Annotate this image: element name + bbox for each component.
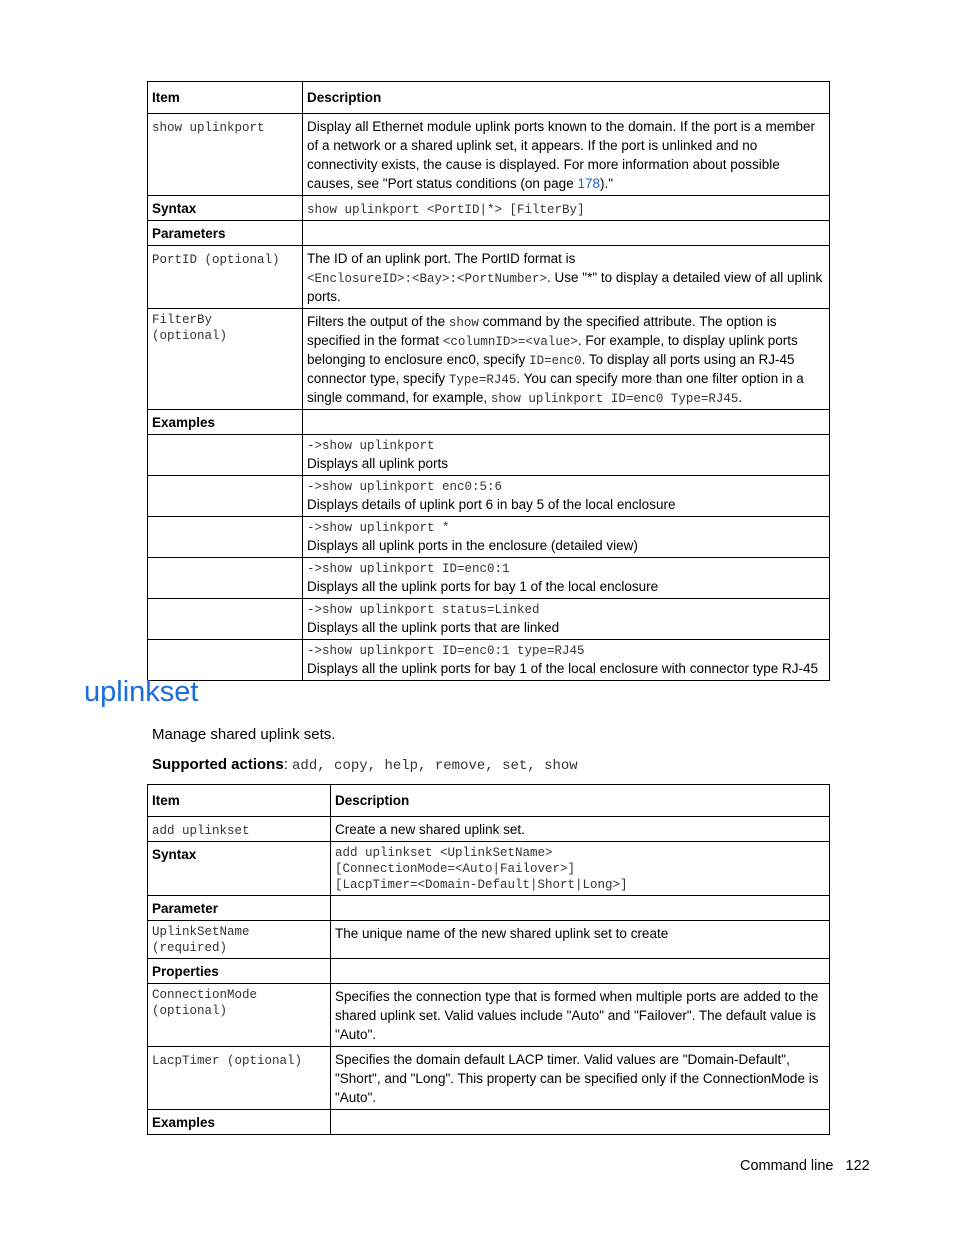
example-cell bbox=[303, 558, 830, 599]
syntax-row bbox=[148, 196, 830, 221]
example-description: Displays all uplink ports bbox=[307, 456, 449, 471]
empty-cell bbox=[303, 410, 830, 435]
description-cell: Specifies the domain default LACP timer. Valid values are "Domain-Default", "Short", and "Long". This property can be specified only if the ConnectionMode is "Auto". bbox=[331, 1047, 830, 1110]
example-description: Displays details of uplink port 6 in bay 5 of the local enclosure bbox=[307, 497, 676, 512]
empty-cell bbox=[148, 517, 303, 558]
table-row bbox=[148, 309, 830, 410]
item-cell bbox=[148, 817, 331, 842]
item-cell bbox=[148, 246, 303, 309]
empty-cell bbox=[148, 435, 303, 476]
header-item: Item bbox=[148, 82, 303, 114]
empty-cell bbox=[331, 896, 830, 921]
command-name: add uplinkset bbox=[152, 824, 250, 838]
description-text: . You can specify more than one filter option in a single command, for example, bbox=[307, 371, 804, 405]
description-text: Filters the output of the bbox=[307, 314, 449, 329]
examples-label: Examples bbox=[148, 410, 303, 435]
description-text: Display all Ethernet module uplink ports known to the domain. If the port is a member of a network or a shared uplink set, it appears. If the port is unlinked and no connectivity exists, the cause is displayed. For more information about possible causes, see "Port status conditions (on page bbox=[307, 119, 816, 191]
code-text: show uplinkport ID=enc0 Type=RJ45 bbox=[490, 392, 739, 406]
header-description: Description bbox=[331, 785, 830, 817]
example-description: Displays all the uplink ports for bay 1 of the local enclosure bbox=[307, 579, 659, 594]
example-cell bbox=[303, 599, 830, 640]
code-text: <columnID>=<value> bbox=[442, 335, 578, 349]
example-command: ->show uplinkport bbox=[307, 439, 435, 453]
description-text: . For example, to display uplink ports belonging to enclosure enc0, specify bbox=[307, 333, 798, 367]
empty-cell bbox=[148, 599, 303, 640]
syntax-label: Syntax bbox=[148, 196, 303, 221]
section-title: uplinkset bbox=[84, 676, 199, 708]
properties-label: Properties bbox=[148, 959, 331, 984]
command-name: show uplinkport bbox=[152, 121, 265, 135]
example-cell bbox=[303, 517, 830, 558]
page-footer bbox=[740, 1158, 870, 1174]
example-description: Displays all the uplink ports that are linked bbox=[307, 620, 560, 635]
table-row bbox=[148, 921, 830, 959]
parameter-label: Parameter bbox=[148, 896, 331, 921]
code-text: Type=RJ45 bbox=[448, 373, 517, 387]
footer-section: Command line bbox=[740, 1158, 834, 1174]
uplinkset-table bbox=[147, 784, 830, 1135]
actions-colon: : bbox=[283, 756, 293, 773]
empty-cell bbox=[303, 221, 830, 246]
item-cell bbox=[148, 1047, 331, 1110]
actions-list: add, copy, help, remove, set, show bbox=[292, 758, 578, 774]
properties-row bbox=[148, 959, 830, 984]
example-command: ->show uplinkport ID=enc0:1 bbox=[307, 562, 510, 576]
supported-actions-label: Supported actions bbox=[152, 756, 284, 773]
supported-actions bbox=[152, 756, 578, 774]
table-header-row bbox=[148, 785, 830, 817]
example-row bbox=[148, 435, 830, 476]
description-cell: The unique name of the new shared uplink set to create bbox=[331, 921, 830, 959]
section-intro: Manage shared uplink sets. bbox=[152, 726, 336, 743]
item-cell bbox=[148, 921, 331, 959]
description-text: . Use "*" to display a detailed view of all uplink ports. bbox=[307, 270, 823, 304]
example-row bbox=[148, 558, 830, 599]
description-cell bbox=[303, 114, 830, 196]
empty-cell bbox=[148, 476, 303, 517]
syntax-cell bbox=[303, 196, 830, 221]
example-command: ->show uplinkport ID=enc0:1 type=RJ45 bbox=[307, 644, 585, 658]
description-text-end: )." bbox=[599, 176, 614, 191]
table-header-row bbox=[148, 82, 830, 114]
header-description: Description bbox=[303, 82, 830, 114]
item-cell bbox=[148, 984, 331, 1047]
description-text: The ID of an uplink port. The PortID format is bbox=[307, 251, 576, 266]
uplinkport-table bbox=[147, 81, 830, 681]
syntax-line: [ConnectionMode=<Auto|Failover>] bbox=[335, 862, 576, 876]
table-row bbox=[148, 114, 830, 196]
syntax-cell bbox=[331, 842, 830, 896]
empty-cell bbox=[331, 959, 830, 984]
description-text: command by the specified attribute. The option is specified in the format bbox=[307, 314, 777, 348]
description-cell: Create a new shared uplink set. bbox=[331, 817, 830, 842]
empty-cell bbox=[148, 640, 303, 681]
param-name: UplinkSetName (required) bbox=[152, 925, 250, 955]
table-row bbox=[148, 984, 830, 1047]
page-link[interactable]: 178 bbox=[577, 176, 600, 191]
code-text: show bbox=[448, 316, 479, 330]
table-row bbox=[148, 817, 830, 842]
page-number: 122 bbox=[845, 1158, 870, 1174]
example-row bbox=[148, 476, 830, 517]
example-cell bbox=[303, 640, 830, 681]
code-text: ID=enc0 bbox=[529, 354, 582, 368]
syntax-row bbox=[148, 842, 830, 896]
example-row bbox=[148, 517, 830, 558]
table-row bbox=[148, 1047, 830, 1110]
item-cell bbox=[148, 309, 303, 410]
description-text: . bbox=[738, 390, 743, 405]
table-row bbox=[148, 246, 830, 309]
param-name: PortID (optional) bbox=[152, 253, 280, 267]
item-cell bbox=[148, 114, 303, 196]
header-item: Item bbox=[148, 785, 331, 817]
example-command: ->show uplinkport status=Linked bbox=[307, 603, 540, 617]
example-row bbox=[148, 640, 830, 681]
syntax-label: Syntax bbox=[148, 842, 331, 896]
property-name: ConnectionMode (optional) bbox=[152, 988, 258, 1018]
code-text: <EnclosureID>:<Bay>:<PortNumber> bbox=[307, 272, 548, 286]
property-name: LacpTimer (optional) bbox=[152, 1054, 303, 1068]
description-cell bbox=[303, 246, 830, 309]
example-row bbox=[148, 599, 830, 640]
syntax-line: [LacpTimer=<Domain-Default|Short|Long>] bbox=[335, 878, 628, 892]
parameter-row bbox=[148, 896, 830, 921]
syntax-line: add uplinkset <UplinkSetName> bbox=[335, 846, 553, 860]
example-description: Displays all the uplink ports for bay 1 of the local enclosure with connector type RJ-45 bbox=[307, 661, 819, 676]
examples-row bbox=[148, 1110, 830, 1135]
syntax-value: show uplinkport <PortID|*> [FilterBy] bbox=[307, 203, 585, 217]
description-cell: Specifies the connection type that is formed when multiple ports are added to the shared uplink set. Valid values include "Auto" and "Failover". The default value is "Auto". bbox=[331, 984, 830, 1047]
description-text: . To display all ports using an RJ-45 connector type, specify bbox=[307, 352, 795, 386]
empty-cell bbox=[148, 558, 303, 599]
example-cell bbox=[303, 476, 830, 517]
description-cell bbox=[303, 309, 830, 410]
parameters-row bbox=[148, 221, 830, 246]
empty-cell bbox=[331, 1110, 830, 1135]
param-name: FilterBy (optional) bbox=[152, 313, 228, 343]
examples-row bbox=[148, 410, 830, 435]
example-cell bbox=[303, 435, 830, 476]
example-description: Displays all uplink ports in the enclosure (detailed view) bbox=[307, 538, 638, 553]
example-command: ->show uplinkport * bbox=[307, 521, 450, 535]
examples-label: Examples bbox=[148, 1110, 331, 1135]
example-command: ->show uplinkport enc0:5:6 bbox=[307, 480, 503, 494]
parameters-label: Parameters bbox=[148, 221, 303, 246]
